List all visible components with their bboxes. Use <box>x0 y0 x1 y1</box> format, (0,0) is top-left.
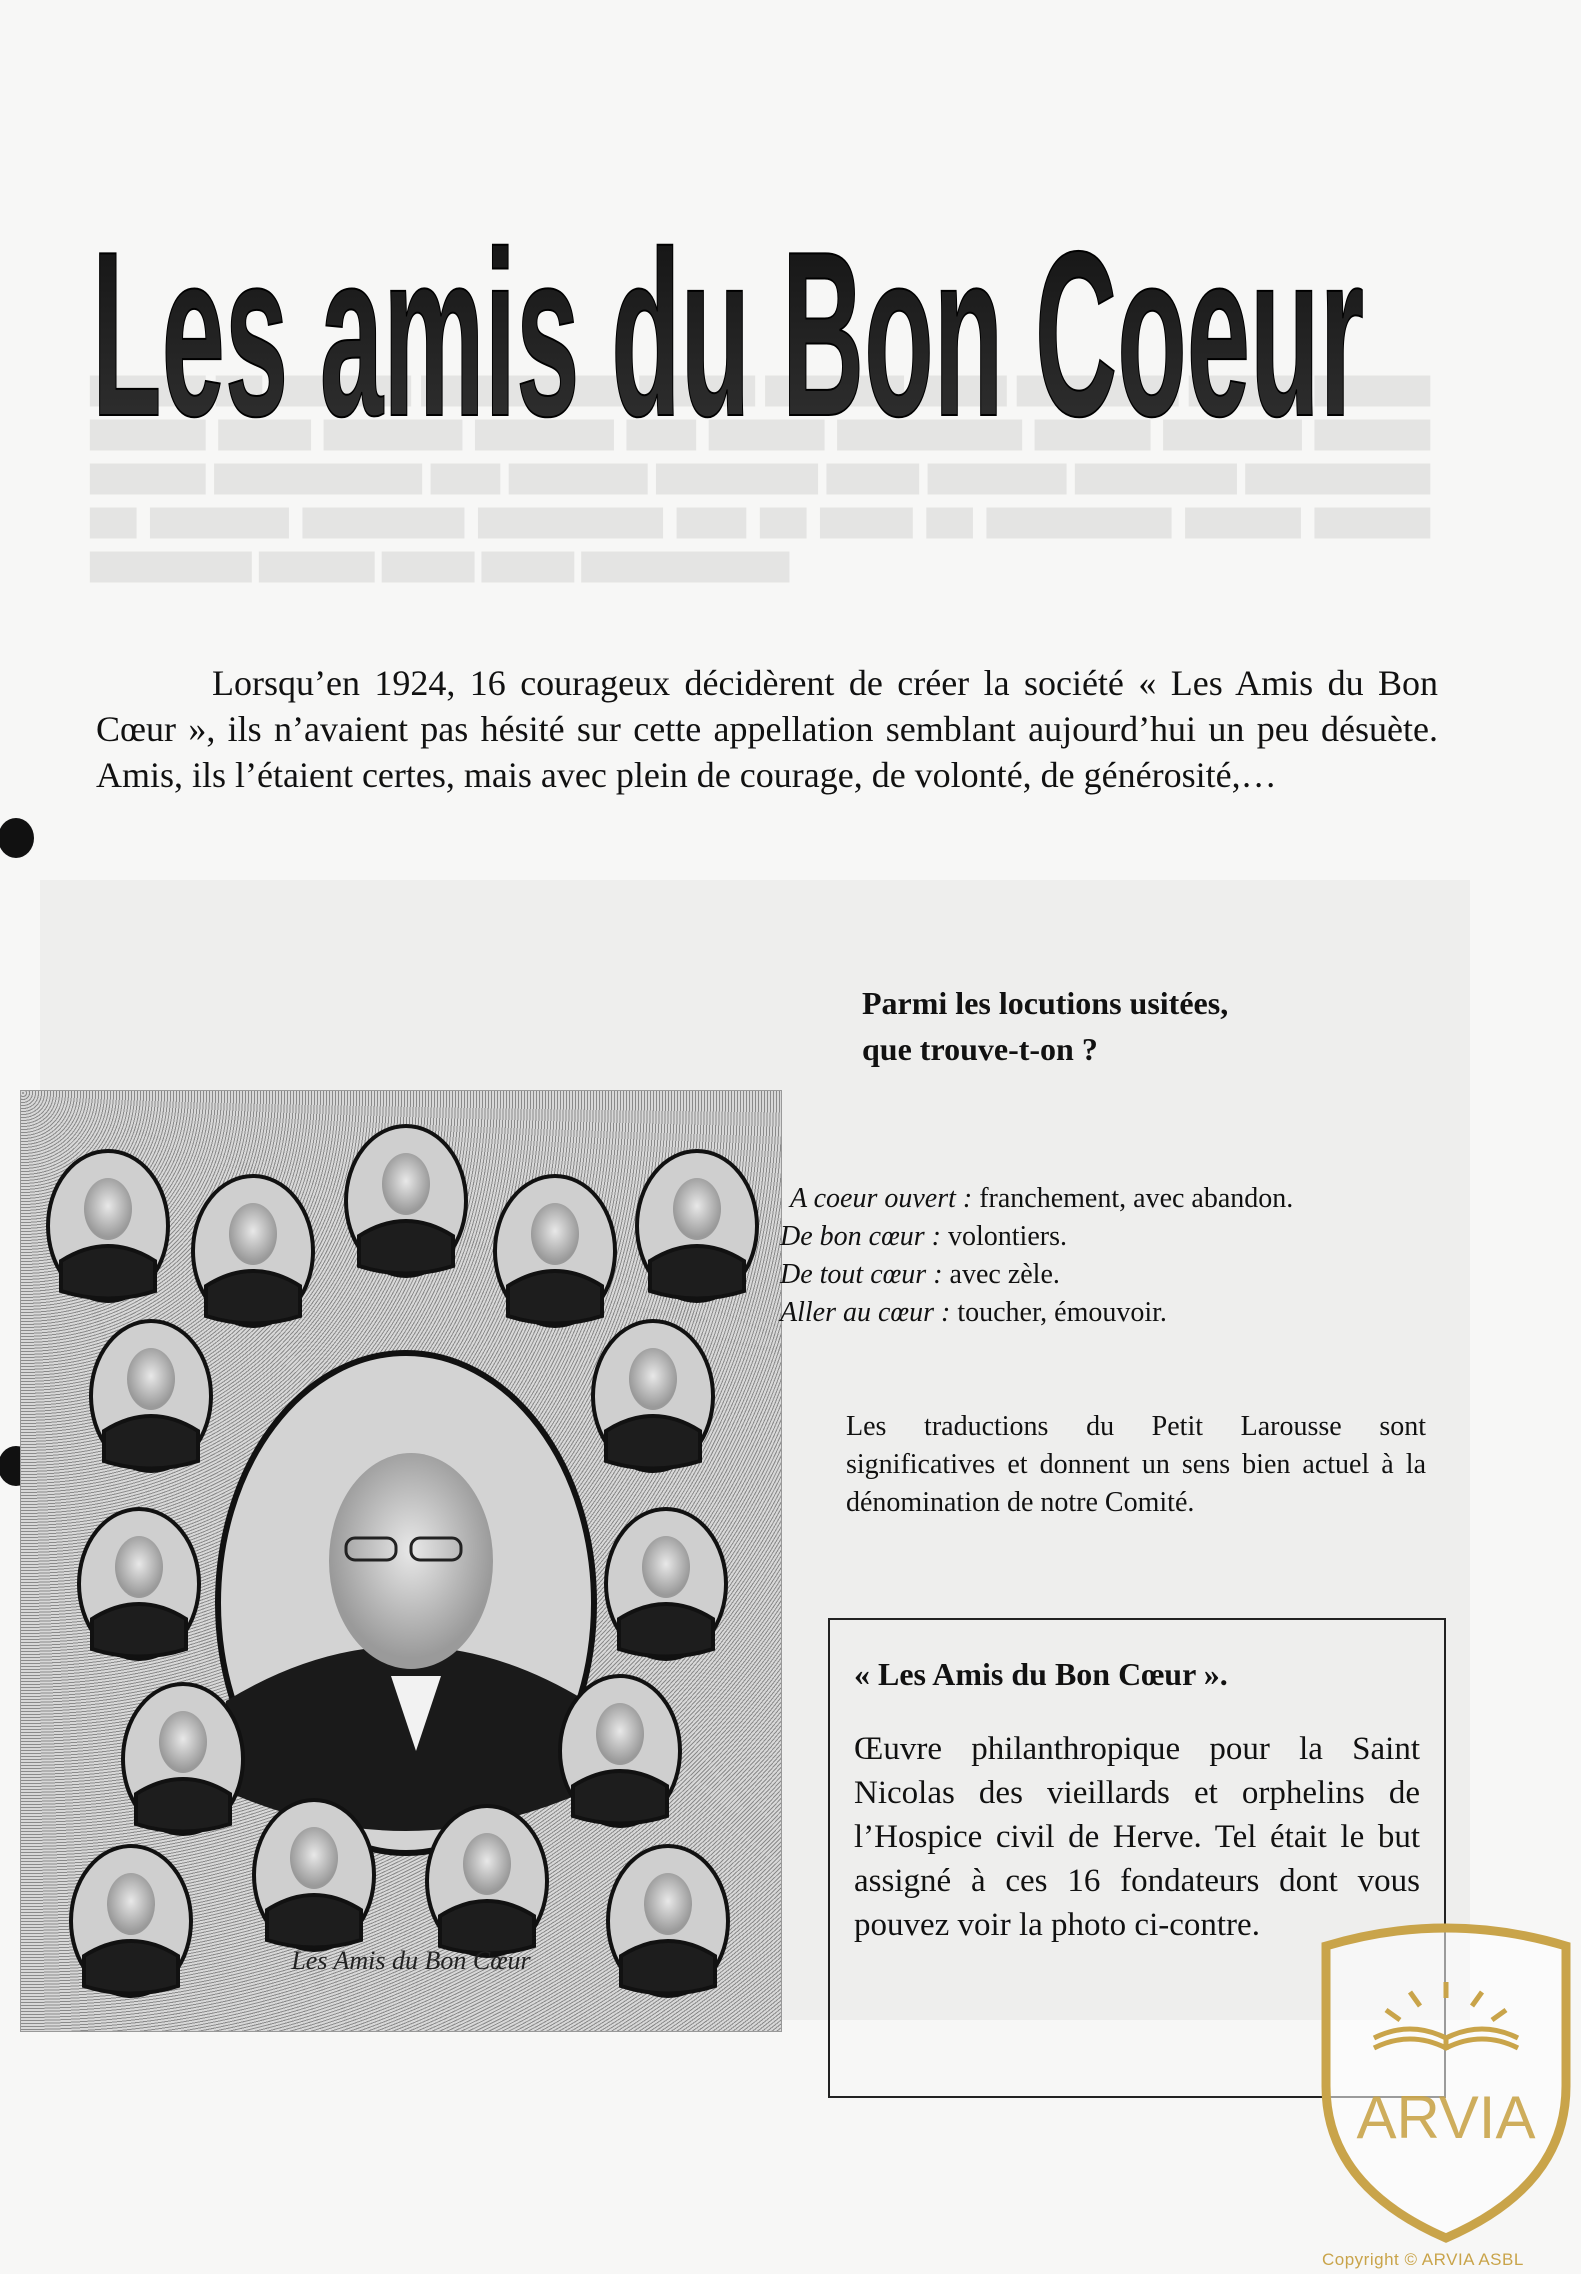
photo-caption: Les Amis du Bon Cœur <box>291 1946 531 1975</box>
translation-note: Les traductions du Petit Larousse sont significatives et donnent un sens bien actuel à la dénomination de notre Comité. <box>846 1411 1426 1518</box>
locution-term: De bon cœur : <box>780 1221 941 1252</box>
question-heading <box>862 980 1382 1072</box>
locution-term: De tout cœur : <box>780 1259 943 1290</box>
page-title <box>92 190 1372 450</box>
portrait-12 <box>71 1846 191 1996</box>
page-title-text: Les amis du Bon Coeur <box>92 202 1364 450</box>
locution-meaning: toucher, émouvoir. <box>950 1297 1167 1328</box>
portrait-5 <box>637 1151 757 1301</box>
portrait-1 <box>48 1151 168 1301</box>
question-line-1: Parmi les locutions usitées, <box>862 985 1229 1021</box>
portrait-13 <box>254 1800 374 1950</box>
portrait-3 <box>346 1126 466 1276</box>
portrait-6 <box>91 1321 211 1471</box>
locution-term: A coeur ouvert : <box>790 1183 973 1214</box>
locution-item <box>780 1294 1440 1332</box>
bleed-through-text: ▇▇▇▇▇ ▇▇ ▇▇▇▇▇▇ ▇▇▇▇▇▇▇▇▇ ▇▇▇▇▇ ▇▇▇▇▇▇ ▇▇▇▇ ▇▇▇▇▇▇▇ ▇▇▇▇▇ ▇▇▇▇▇ ▇▇▇▇▇ ▇▇▇▇ ▇▇▇▇▇▇ ▇▇▇▇▇▇ ▇▇▇ ▇▇▇▇▇ ▇▇▇▇▇▇▇▇ ▇▇▇▇▇ ▇▇▇▇▇▇ ▇▇▇▇▇ ▇▇▇▇▇ ▇▇▇▇▇▇▇▇▇ ▇▇▇ ▇▇▇▇▇▇ ▇▇▇▇▇▇▇ ▇▇▇▇ ▇▇▇▇▇▇ ▇▇▇▇▇▇▇ ▇▇▇▇▇▇▇▇ ▇▇ ▇▇▇▇▇▇ ▇▇▇▇▇▇▇ ▇▇▇▇▇▇▇▇ ▇▇▇ ▇▇ ▇▇▇▇ ▇▇ ▇▇▇▇▇▇▇▇ ▇▇▇▇▇ ▇▇▇▇▇ ▇▇▇▇▇▇▇ ▇▇▇▇▇ ▇▇▇▇ ▇▇▇▇ ▇▇▇▇▇▇▇▇▇ <box>90 373 1430 582</box>
portrait-15 <box>608 1846 728 1996</box>
definition-box-title: « Les Amis du Bon Cœur ». <box>854 1656 1228 1692</box>
central-portrait <box>218 1353 594 1853</box>
arvia-watermark-logo <box>1312 1916 1580 2246</box>
group-photo-drawing <box>21 1091 781 2031</box>
locution-item <box>780 1256 1440 1294</box>
portrait-2 <box>193 1176 313 1326</box>
portrait-4 <box>495 1176 615 1326</box>
portrait-14 <box>427 1806 547 1956</box>
intro-paragraph: Lorsqu’en 1924, 16 courageux décidèrent de créer la société « Les Amis du Bon Cœur », ils n’avaient pas hésité sur cette appellation semblant aujourd’hui un peu désuète. Amis, ils l’étaient certes, mais avec plein de courage, de volonté, de générosité,… <box>96 663 1438 795</box>
locution-meaning: volontiers. <box>940 1221 1067 1252</box>
locution-meaning: avec zèle. <box>942 1259 1060 1290</box>
portrait-8 <box>79 1509 199 1659</box>
portrait-7 <box>593 1321 713 1471</box>
punch-hole <box>0 818 34 858</box>
portrait-11 <box>560 1676 680 1826</box>
locution-item <box>780 1218 1440 1256</box>
locution-item <box>790 1180 1440 1218</box>
shield-icon <box>1312 1916 1580 2246</box>
logo-wordmark: ARVIA <box>1356 2084 1536 2151</box>
locution-meaning: franchement, avec abandon. <box>972 1183 1294 1214</box>
locution-list <box>780 1180 1440 1332</box>
copyright-notice: Copyright © ARVIA ASBL <box>1322 2250 1524 2269</box>
locution-term: Aller au cœur : <box>780 1297 951 1328</box>
definition-box-text: Œuvre philanthropique pour la Saint Nicolas des vieillards et orphelins de l’Hospice civil de Herve. Tel était le but assigné à ces 16 fondateurs dont vous pouvez voir la photo ci-contre. <box>854 1731 1420 1943</box>
portrait-10 <box>123 1684 243 1834</box>
question-line-2: que trouve-t-on ? <box>862 1031 1098 1067</box>
group-photo <box>20 1090 782 2032</box>
portrait-9 <box>606 1509 726 1659</box>
